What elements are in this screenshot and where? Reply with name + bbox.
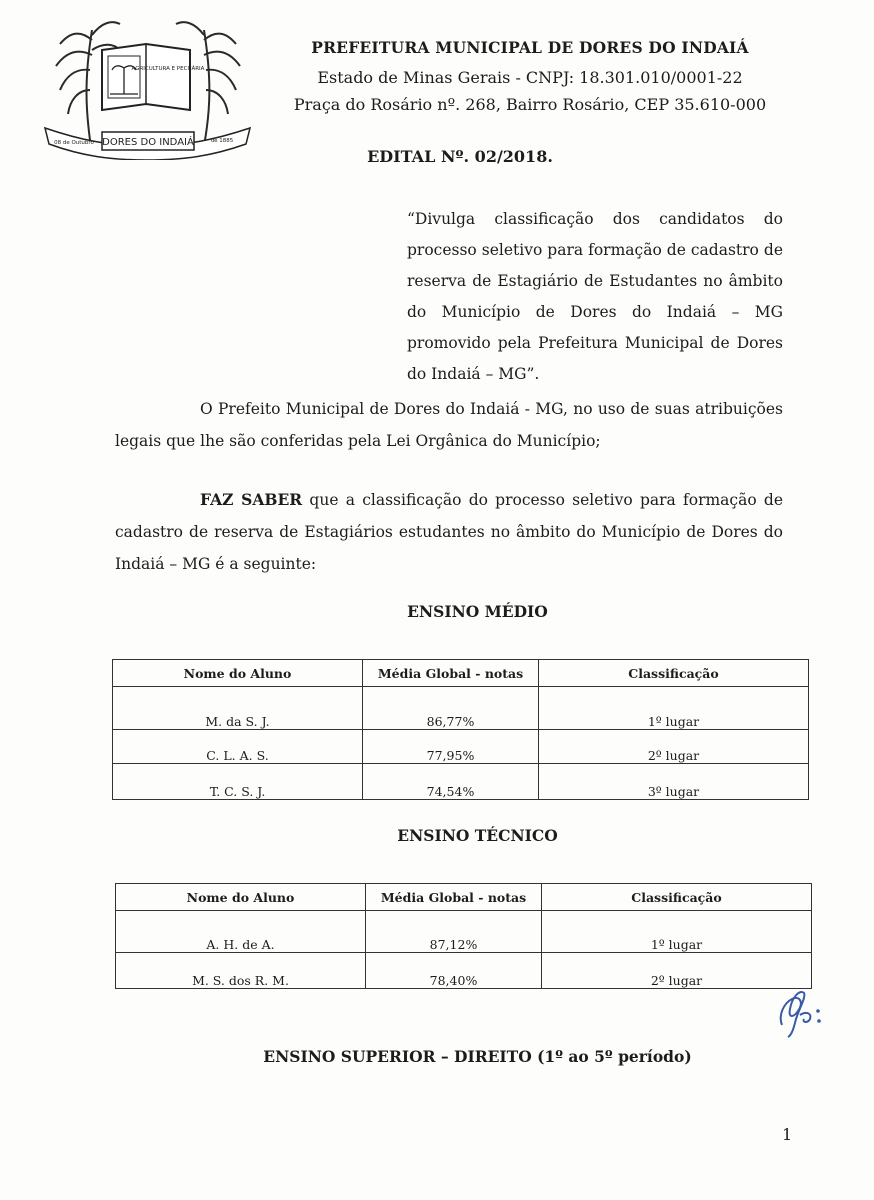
seal-center-text: AGRICULTURA E PECUÁRIA — [131, 66, 205, 72]
table-ensino-medio — [112, 659, 809, 800]
header-media: Média Global - notas — [366, 884, 542, 911]
header-media: Média Global - notas — [363, 660, 539, 687]
cell-classificacao: 1º lugar — [542, 911, 812, 953]
cell-nome: M. S. dos R. M. — [116, 953, 366, 989]
table-header-row — [113, 660, 809, 687]
cell-classificacao: 2º lugar — [542, 953, 812, 989]
paragraph-prefeito: O Prefeito Municipal de Dores do Indaiá - MG, no uso de suas atribuições legais que lhe são conferidas pela Lei Orgânica do Município; — [115, 400, 783, 450]
section-ensino-medio: ENSINO MÉDIO — [407, 602, 548, 621]
cell-media: 86,77% — [363, 687, 539, 730]
seal-ribbon-text: DORES DO INDAIÁ — [102, 137, 194, 148]
header-nome: Nome do Aluno — [116, 884, 366, 911]
cell-media: 78,40% — [366, 953, 542, 989]
ementa: “Divulga classificação dos candidatos do processo seletivo para formação de cadastro de reserva de Estagiário de Estudantes no âmbito do Município de Dores do Indaiá – MG promovido pela Prefeitura Municipal de Dores do Indaiá – MG”. — [407, 210, 783, 383]
table-row — [113, 764, 809, 800]
faz-saber-bold: FAZ SABER — [200, 490, 303, 509]
seal-ribbon-right: de 1885 — [210, 138, 234, 144]
seal-ribbon-left: 08 de Outubro — [54, 140, 94, 146]
header-classificacao: Classificação — [539, 660, 809, 687]
page-number: 1 — [782, 1125, 793, 1144]
cell-nome: A. H. de A. — [116, 911, 366, 953]
table-header-row — [116, 884, 812, 911]
cell-nome: C. L. A. S. — [113, 730, 363, 764]
cell-classificacao: 3º lugar — [539, 764, 809, 800]
cell-classificacao: 2º lugar — [539, 730, 809, 764]
cell-media: 74,54% — [363, 764, 539, 800]
header-classificacao: Classificação — [542, 884, 812, 911]
signature-initials — [770, 985, 830, 1040]
faz-saber-text: que a classificação do processo seletivo para formação de cadastro de reserva de Estagiários estudantes no âmbito do Município de Dores do Indaiá – MG é a seguinte: — [115, 491, 783, 573]
cell-nome: T. C. S. J. — [113, 764, 363, 800]
cell-nome: M. da S. J. — [113, 687, 363, 730]
table-row — [116, 911, 812, 953]
section-ensino-tecnico: ENSINO TÉCNICO — [397, 826, 558, 845]
header-address: Praça do Rosário nº. 268, Bairro Rosário, CEP 35.610-000 — [293, 95, 767, 114]
paragraph-faz-saber — [115, 484, 783, 580]
table-row — [113, 687, 809, 730]
table-row — [116, 953, 812, 989]
header-nome: Nome do Aluno — [113, 660, 363, 687]
table-row — [113, 730, 809, 764]
edital-title: EDITAL Nº. 02/2018. — [367, 147, 553, 166]
table-ensino-tecnico — [115, 883, 812, 989]
cell-media: 87,12% — [366, 911, 542, 953]
municipal-seal — [40, 10, 255, 160]
header-state-cnpj: Estado de Minas Gerais - CNPJ: 18.301.010/0001-22 — [317, 68, 743, 87]
section-ensino-superior: ENSINO SUPERIOR – DIREITO (1º ao 5º período) — [263, 1047, 692, 1066]
cell-media: 77,95% — [363, 730, 539, 764]
cell-classificacao: 1º lugar — [539, 687, 809, 730]
header-title: PREFEITURA MUNICIPAL DE DORES DO INDAIÁ — [311, 38, 749, 57]
